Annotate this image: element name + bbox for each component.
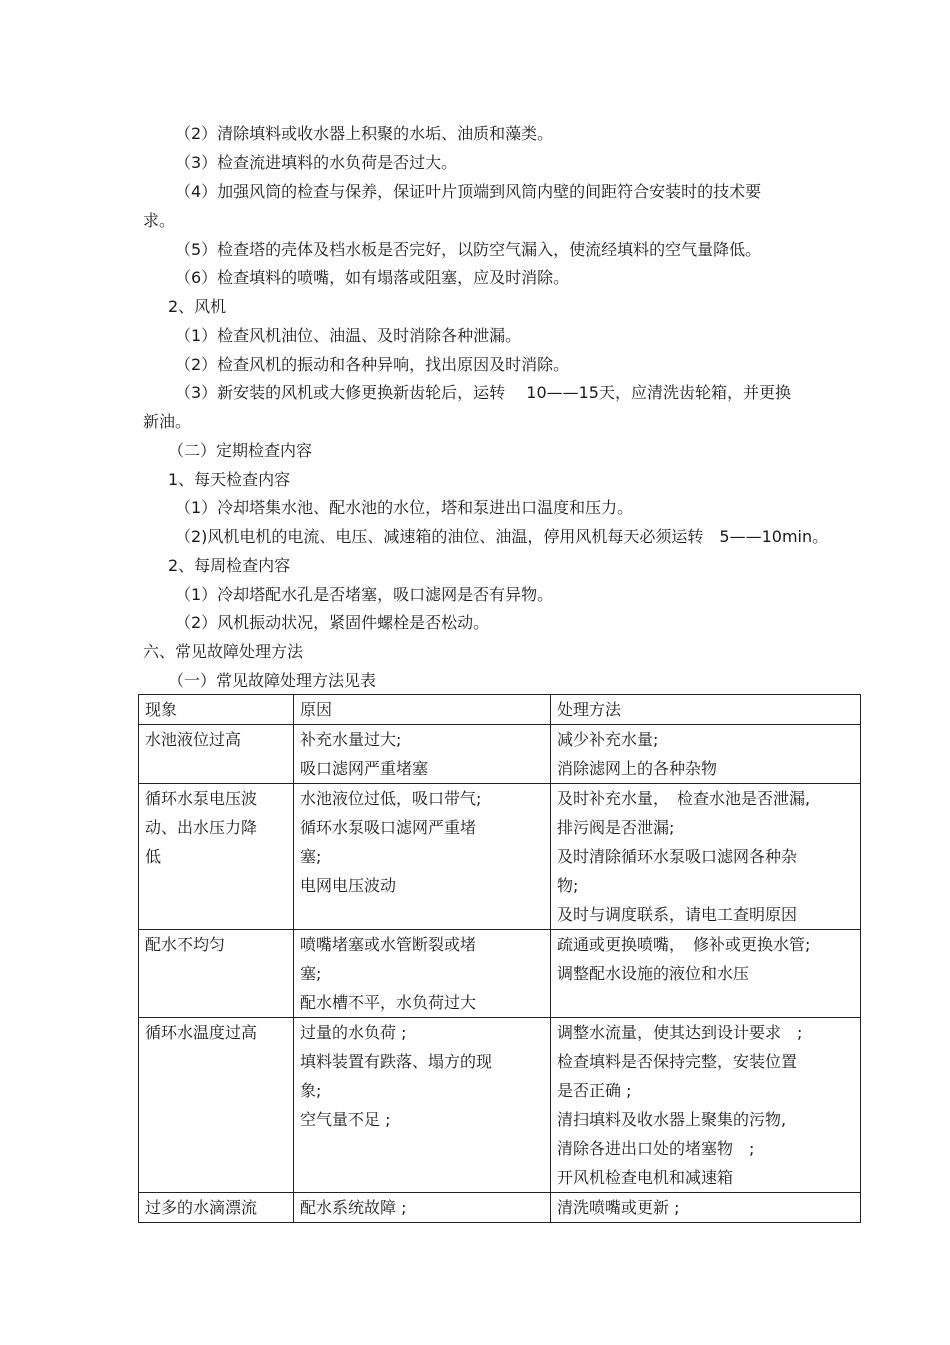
cell-text: 开风机检查电机和减速箱: [557, 1168, 734, 1187]
cause-cell: [294, 1018, 551, 1193]
fault-handling-table: [138, 694, 861, 1223]
paragraph: （1）检查风机油位、油温、及时消除各种泄漏。: [175, 326, 522, 345]
table-header-row: [139, 695, 861, 725]
cause-cell: [294, 725, 551, 784]
cell-text: 过量的水负荷 ;: [300, 1023, 407, 1042]
section-heading: 2、风机: [168, 297, 227, 316]
cell-text: 调整水流量，使其达到设计要求 ;: [557, 1023, 803, 1042]
paragraph: （1）冷却塔集水池、配水池的水位，塔和泵进出口温度和压力。: [175, 498, 634, 517]
cause-cell: [294, 930, 551, 1018]
cell-text: 及时与调度联系，请电工查明原因: [557, 905, 798, 924]
table-row: [139, 930, 861, 1018]
column-header: 处理方法: [551, 695, 861, 725]
paragraph: （2）检查风机的振动和各种异响，找出原因及时消除。: [175, 355, 570, 374]
cell-text: 喷嘴堵塞或水管断裂或堵: [300, 935, 477, 954]
table-row: [139, 1018, 861, 1193]
cell-text: 调整配水设施的液位和水压: [557, 964, 750, 983]
table-row: [139, 1193, 861, 1223]
method-cell: [551, 1193, 861, 1223]
column-header: 原因: [294, 695, 551, 725]
method-cell: [551, 784, 861, 930]
phenomenon-cell: [139, 1193, 294, 1223]
cell-text: 水池液位过高: [145, 730, 242, 749]
cell-text: 物;: [557, 876, 579, 895]
method-cell: [551, 1018, 861, 1193]
paragraph: 新油。: [143, 412, 192, 431]
cause-cell: [294, 1193, 551, 1223]
paragraph: （4）加强风筒的检查与保养，保证叶片顶端到风筒内壁的间距符合安装时的技术要: [175, 182, 762, 201]
cell-text: 循环水泵电压波: [145, 789, 258, 808]
cell-text: 水池液位过低，吸口带气;: [300, 789, 482, 808]
cell-text: 配水系统故障 ;: [300, 1198, 407, 1217]
cell-text: 象;: [300, 1081, 322, 1100]
cell-text: 填料装置有跌落、塌方的现: [300, 1052, 493, 1071]
cell-text: 塞;: [300, 964, 322, 983]
section-heading: 1、每天检查内容: [168, 470, 291, 489]
cell-text: 疏通或更换喷嘴， 修补或更换水管;: [557, 935, 811, 954]
cell-text: 消除滤网上的各种杂物: [557, 759, 718, 778]
cell-text: 过多的水滴漂流: [145, 1198, 258, 1217]
phenomenon-cell: [139, 784, 294, 930]
cell-text: 补充水量过大;: [300, 730, 402, 749]
paragraph: （2）清除填料或收水器上积聚的水垢、油质和藻类。: [175, 124, 554, 143]
phenomenon-cell: [139, 930, 294, 1018]
table-row: [139, 784, 861, 930]
paragraph: （1）冷却塔配水孔是否堵塞，吸口滤网是否有异物。: [175, 585, 554, 604]
cell-text: 是否正确 ;: [557, 1081, 632, 1100]
table-caption: （一）常见故障处理方法见表: [168, 671, 377, 690]
cell-text: 及时补充水量， 检查水池是否泄漏,: [557, 789, 811, 808]
cell-text: 动、出水压力降: [145, 818, 258, 837]
cell-text: 清扫填料及收水器上聚集的污物,: [557, 1110, 787, 1129]
cell-text: 配水不均匀: [145, 935, 226, 954]
method-cell: [551, 930, 861, 1018]
cell-text: 及时清除循环水泵吸口滤网各种杂: [557, 847, 798, 866]
phenomenon-cell: [139, 725, 294, 784]
cell-text: 清除各进出口处的堵塞物 ;: [557, 1139, 755, 1158]
cause-cell: [294, 784, 551, 930]
cell-text: 塞;: [300, 847, 322, 866]
section-heading: （二）定期检查内容: [168, 441, 313, 460]
cell-text: 排污阀是否泄漏;: [557, 818, 675, 837]
method-cell: [551, 725, 861, 784]
paragraph: 求。: [143, 211, 176, 230]
cell-text: 清洗喷嘴或更新 ;: [557, 1198, 680, 1217]
cell-text: 检查填料是否保持完整，安装位置: [557, 1052, 798, 1071]
cell-text: 空气量不足 ;: [300, 1110, 391, 1129]
paragraph: （5）检查塔的壳体及档水板是否完好，以防空气漏入，使流经填料的空气量降低。: [175, 240, 762, 259]
table-row: [139, 725, 861, 784]
cell-text: 循环水温度过高: [145, 1023, 258, 1042]
paragraph: （3）检查流进填料的水负荷是否过大。: [175, 153, 458, 172]
paragraph: （2）风机振动状况，紧固件螺栓是否松动。: [175, 613, 490, 632]
phenomenon-cell: [139, 1018, 294, 1193]
paragraph: （6）检查填料的喷嘴，如有塌落或阻塞，应及时消除。: [175, 268, 570, 287]
paragraph: （2)风机电机的电流、电压、减速箱的油位、油温，停用风机每天必须运转 5——10min。: [175, 527, 829, 546]
paragraph: （3）新安装的风机或大修更换新齿轮后，运转 10——15天，应清洗齿轮箱，并更换: [175, 383, 791, 402]
cell-text: 减少补充水量;: [557, 730, 659, 749]
section-heading: 2、每周检查内容: [168, 556, 291, 575]
cell-text: 电网电压波动: [300, 876, 397, 895]
column-header: 现象: [139, 695, 294, 725]
cell-text: 配水槽不平，水负荷过大: [300, 993, 477, 1012]
cell-text: 吸口滤网严重堵塞: [300, 759, 429, 778]
cell-text: 循环水泵吸口滤网严重堵: [300, 818, 477, 837]
cell-text: 低: [145, 847, 162, 866]
chapter-heading: 六、常见故障处理方法: [143, 642, 304, 661]
